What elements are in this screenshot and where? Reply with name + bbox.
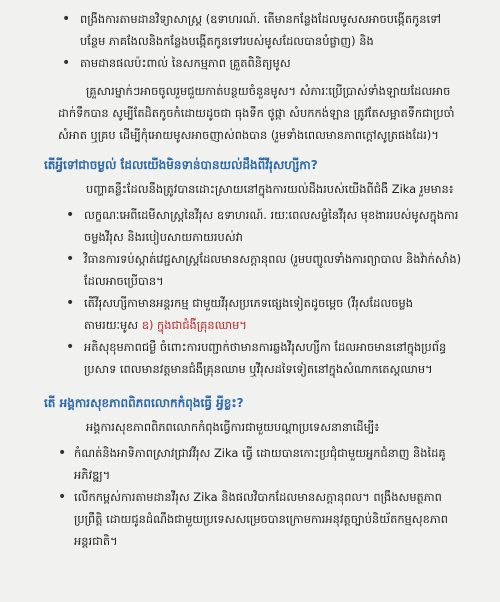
unknowns-intro: បញ្ហាគន្លឹះដែលនឹងត្រូវបានដោះស្រាយនៅក្នុងការយល់ដឹងរបស់យើងពីជំងឺ Zika រួមមាន៖ [86, 182, 454, 196]
who-actions-list [58, 442, 462, 552]
household-paragraph: គ្រួសារម្នាក់ៗអាចចូលរួមជួយកាត់បន្ថយចំនួនមូស។ សំភារៈប្រើប្រាស់ទាំងឡាយដែលអាចដាក់ទឹកបាន សូម្បីតែដិតកូចកំដោយដូចជា ធុងទឹក ថូផ្កា សំបកកង់ឡាន ត្រូវតែសម្អាតទឹកជាប្រចាំ សំអាត ឬគ្រប ដើម្បីកុំអោយមូសអាចញាស់ពងបាន (រួមទាំងពេលមានភាពក្តៅសូត្រផងដែរ)។ [58, 84, 455, 142]
list-item: • តាមដានផលប៉ះពាល់ នៃសកម្មភាព គ្រួតពិនិត្យមូស [58, 52, 462, 74]
list-item: • កំណត់និងអាទិភាពស្រាវជ្រាវវីរុស Zika ធ្វើ ដោយបានកោះប្រជុំជាមួយអ្នកជំនាញ និងដៃគូអភិវឌ្ឍ។ [58, 442, 462, 486]
highlighted-text: ឧ) ក្នុងជាជំងឺគ្រុនឈាម។ [141, 318, 247, 332]
list-item: • លក្ខណៈអេពីដេមីសាស្ត្រនៃវីរុស ឧទាហរណ៍. រយៈពេលសម្ងំនៃវីរុស មុខងាររបស់មូសក្នុងការចម្លងវីរុស និងរបៀបសាយភាយរបស់វា [58, 204, 462, 248]
list-item: • លើកកម្ពស់ការតាមដានវីរុស Zika និងផលវិបាកដែលមានសក្តានុពល។ ពង្រឹងសមត្ថភាពប្រព្រឹត្តិ ដោយជូនដំណឹងជាមួយប្រទេសសម្រេចបានក្រោមការអនុវត្តច្បាប់និយ័តកម្មសុខភាពអន្តរជាតិ។ [58, 486, 462, 552]
list-item-text: តើវីរុសហ្សីកាមានអន្តរកម្ម ជាមួយវីរុសប្រភេទផ្សេងទៀតដូចម្តេច (វីរុសដែលចម្លងតាមរយៈមូស [84, 296, 413, 332]
section-heading-who-actions: តើ អង្គការសុខភាពពិភពលោកកំពុងធ្វើ អ្វីខ្លះ? [44, 396, 244, 410]
section-heading-unknowns: តើអ្វីទៅជាចម្ងល់ ដែលយើងមិនទាន់បានយល់ដឹងពីវីរុសហ្សីកា? [44, 158, 318, 172]
list-item: • វិធានការទប់ស្កាត់វេជ្ជសាស្ត្រដែលមានសក្តានុពល (រួមបញ្ចូលទាំងការព្យាបាល និងវ៉ាក់សាំង) ដែលអាចប្រើបាន។ [58, 248, 462, 292]
monitoring-list [58, 8, 462, 74]
who-intro: អង្គការសុខភាពពិភពលោកកំពុងធ្វើការជាមួយបណ្តាប្រទេសនានាដើម្បី៖ [86, 420, 380, 434]
list-item: • ពង្រឹងការតាមដានវិទ្យាសាស្ត្រ (ឧទាហរណ៍. តើមានកន្លែងដែលមូសសអាចបង្កើតកូនទៅបន្ថែម ភាគងែលនិងកន្លែងបង្កើតកូនទៅរបស់មូសដែលបានបំផ្លាញ) និង [58, 8, 462, 52]
unknowns-list [58, 204, 462, 380]
list-item [58, 292, 462, 336]
list-item: • អតិសុខុមភាពជម្ងឺ ចំពោះការបញ្ជាក់ថាមានការឆ្លងវីរុសហ្សីកា ដែលអាចមាននៅក្នុងប្រព័ន្ធប្រសាទ ពេលមានវត្តមានជំងឺគ្រុនឈាម ឬវីរុសដទៃទៀតនៅក្នុងសំណាកតេស្តឈាម។ [58, 336, 462, 380]
